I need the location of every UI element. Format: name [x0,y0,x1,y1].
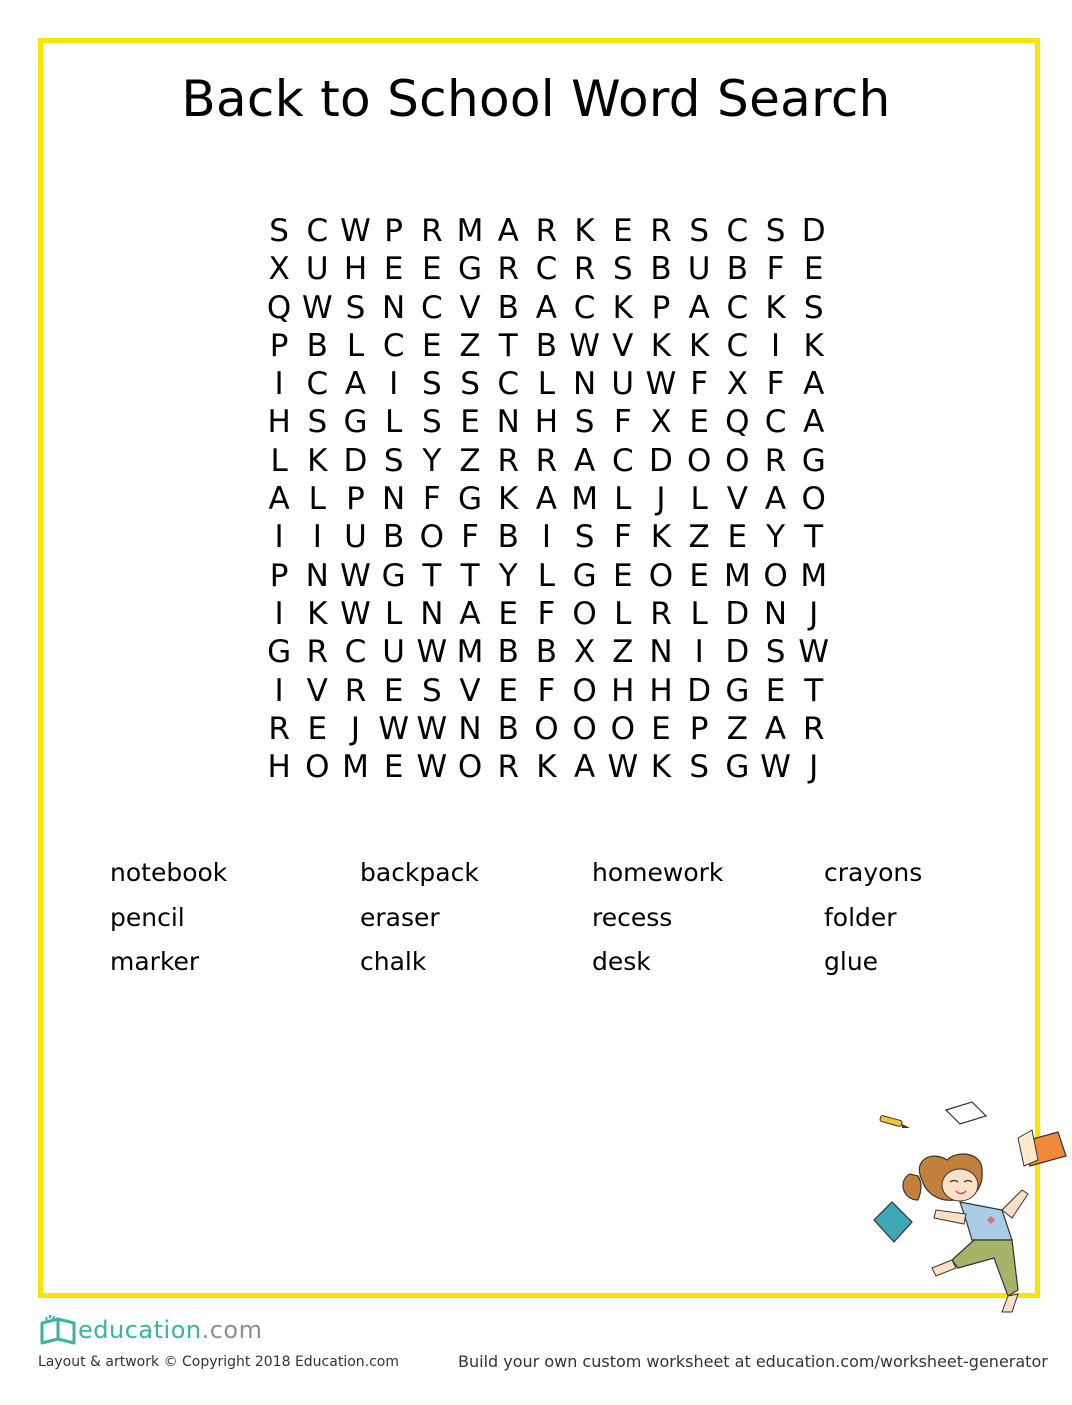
grid-letter: W [760,749,791,786]
grid-letter: K [536,749,557,786]
grid-letter: R [535,213,558,249]
grid-letter: Z [688,519,710,556]
grid-letter: S [689,749,709,786]
grid-letter: E [689,557,709,594]
word-list-item: chalk [360,947,427,976]
grid-letter: S [765,213,786,249]
grid-letter: C [382,327,405,364]
grid-letter: N [649,634,673,671]
grid-letter: V [306,672,328,709]
grid-letter: T [422,557,442,594]
grid-letter: I [694,634,704,671]
grid-letter: W [340,213,371,249]
grid-letter: D [801,213,826,249]
grid-letter: W [416,710,448,747]
grid-letter: H [649,672,673,709]
logo-text [78,1316,262,1344]
logo-suffix: .com [201,1316,263,1344]
grid-letter: G [343,404,368,441]
grid-letter: S [422,404,442,441]
grid-letter: O [572,672,597,709]
grid-letter: R [535,442,558,479]
book-logo-icon [38,1313,78,1347]
girl-illustration [862,1090,1072,1315]
grid-letter: O [648,557,674,594]
grid-letter: H [267,404,291,441]
word-list-item: backpack [360,858,479,887]
grid-letter: Q [725,404,750,441]
education-logo[interactable] [38,1312,262,1348]
grid-letter: A [573,442,596,479]
grid-letter: G [725,749,750,786]
grid-letter: W [416,749,448,786]
grid-letter: S [307,404,328,441]
grid-letter: G [572,557,597,594]
grid-letter: E [422,251,442,288]
grid-letter: O [801,481,826,518]
grid-letter: A [764,481,787,518]
grid-letter: T [498,327,518,364]
grid-letter: L [537,557,556,594]
grid-letter: V [459,672,481,709]
word-list-item: glue [824,947,879,976]
grid-letter: R [650,595,672,632]
grid-letter: F [690,366,709,403]
grid-letter: O [610,710,635,747]
grid-letter: N [420,595,444,632]
grid-letter: N [382,481,406,518]
grid-letter: I [312,519,322,556]
grid-letter: S [765,634,786,671]
grid-letter: P [384,213,403,249]
grid-letter: J [809,595,819,632]
grid-letter: B [535,634,558,671]
grid-letter: Z [726,710,748,747]
grid-row [260,633,833,671]
grid-letter: R [497,749,519,786]
grid-letter: H [534,404,559,441]
grid-letter: Z [612,634,634,671]
grid-letter: C [726,213,749,249]
grid-letter: N [382,289,406,326]
grid-letter: C [344,634,367,671]
grid-letter: M [723,557,751,594]
grid-letter: K [498,481,519,518]
grid-letter: M [571,481,598,518]
grid-letter: L [385,595,403,632]
book-icon [1018,1130,1066,1166]
grid-row [260,365,833,403]
grid-letter: B [497,289,519,326]
grid-letter: A [344,366,367,403]
grid-letter: L [690,595,708,632]
grid-letter: C [535,251,558,288]
grid-letter: E [727,519,748,556]
grid-letter: P [689,710,709,747]
word-list-item: folder [824,903,897,932]
grid-letter: R [802,710,825,747]
grid-letter: A [268,481,290,518]
grid-letter: G [801,442,826,479]
grid-letter: D [687,672,712,709]
grid-letter: F [537,672,556,709]
grid-letter: V [612,327,634,364]
grid-letter: C [306,366,329,403]
grid-letter: L [537,366,556,403]
grid-letter: F [461,519,479,556]
grid-letter: O [725,442,750,479]
grid-letter: X [573,634,596,671]
grid-letter: F [766,366,785,403]
grid-letter: E [498,595,519,632]
logo-brand: education [78,1316,202,1344]
grid-letter: P [346,481,365,518]
grid-letter: U [687,251,711,288]
grid-letter: B [726,251,748,288]
grid-letter: I [274,595,284,632]
paper-icon [946,1102,986,1124]
grid-letter: I [274,366,284,403]
grid-letter: A [459,595,481,632]
grid-letter: E [689,404,709,441]
page-title: Back to School Word Search [181,70,891,128]
grid-letter: O [457,749,483,786]
grid-letter: J [656,481,666,518]
grid-letter: I [770,327,781,364]
grid-letter: L [346,327,365,364]
grid-letter: I [541,519,551,556]
grid-row [260,403,833,441]
grid-letter: K [650,519,672,556]
letter-grid [260,212,833,786]
grid-letter: E [383,749,404,786]
grid-letter: R [344,672,367,709]
grid-letter: O [686,442,712,479]
grid-letter: A [803,404,825,441]
grid-letter: M [342,749,369,786]
word-list-item: pencil [110,903,185,932]
grid-letter: K [650,749,672,786]
grid-letter: M [456,634,484,671]
grid-row [260,595,833,633]
grid-letter: W [416,634,448,671]
grid-letter: L [270,442,288,479]
grid-letter: F [613,519,632,556]
word-list-item: desk [592,947,651,976]
grid-letter: I [274,672,284,709]
grid-letter: A [764,710,787,747]
grid-letter: K [307,442,328,479]
grid-letter: C [611,442,634,479]
grid-letter: B [306,327,328,364]
grid-letter: A [535,481,558,518]
grid-letter: S [422,672,442,709]
grid-letter: S [383,442,404,479]
grid-letter: R [268,710,290,747]
grid-letter: D [725,595,750,632]
grid-letter: S [574,404,595,441]
grid-letter: K [612,289,633,326]
grid-letter: X [726,366,748,403]
grid-letter: X [650,404,672,441]
grid-letter: E [612,213,633,249]
grid-letter: F [422,481,441,518]
grid-letter: G [458,251,483,288]
grid-letter: P [651,289,671,326]
grid-letter: G [267,634,292,671]
grid-letter: A [803,366,825,403]
grid-letter: R [497,251,519,288]
grid-letter: I [274,519,284,556]
grid-letter: K [574,213,595,249]
grid-letter: S [269,213,289,249]
grid-letter: K [307,595,328,632]
grid-letter: A [535,289,558,326]
grid-letter: R [764,442,787,479]
grid-row [260,327,833,365]
grid-row [260,557,833,595]
word-list-item: marker [110,947,200,976]
grid-row [260,289,833,327]
grid-letter: B [650,251,672,288]
word-list-item: homework [592,858,724,887]
grid-letter: N [458,710,482,747]
grid-letter: R [573,251,596,288]
grid-letter: W [798,634,830,671]
grid-letter: E [460,404,480,441]
grid-letter: F [537,595,556,632]
grid-letter: W [340,595,371,632]
grid-letter: E [612,557,633,594]
grid-letter: N [496,404,520,441]
grid-letter: S [689,213,709,249]
grid-letter: C [726,327,749,364]
grid-letter: J [809,749,819,786]
grid-letter: O [419,519,445,556]
grid-letter: M [800,557,828,594]
grid-letter: R [497,442,519,479]
grid-letter: O [534,710,559,747]
grid-letter: H [267,749,291,786]
grid-letter: K [765,289,786,326]
grid-letter: L [385,404,403,441]
grid-row [260,442,833,480]
grid-letter: P [269,557,289,594]
grid-row [260,748,833,786]
grid-letter: K [688,327,710,364]
grid-letter: B [535,327,558,364]
grid-letter: V [459,289,481,326]
word-list-item: crayons [824,858,923,887]
grid-letter: G [381,557,406,594]
grid-letter: A [688,289,710,326]
word-list-item: recess [592,903,673,932]
grid-letter: Q [266,289,292,326]
grid-letter: C [726,289,749,326]
grid-letter: P [269,327,289,364]
grid-letter: K [803,327,824,364]
grid-letter: E [498,672,519,709]
grid-letter: B [383,519,405,556]
grid-row [260,480,833,518]
grid-letter: I [389,366,399,403]
grid-letter: E [383,672,404,709]
grid-row [260,710,833,748]
grid-letter: T [804,672,824,709]
grid-letter: B [497,519,519,556]
grid-row [260,212,833,250]
grid-letter: E [307,710,328,747]
grid-row [260,672,833,710]
grid-letter: B [497,634,519,671]
grid-letter: D [343,442,368,479]
grid-letter: E [765,672,786,709]
grid-letter: S [574,519,595,556]
grid-row [260,250,833,288]
notebook-icon [874,1202,912,1242]
grid-letter: G [458,481,483,518]
grid-letter: M [456,213,484,249]
grid-letter: W [378,710,409,747]
grid-letter: F [766,251,785,288]
grid-letter: R [421,213,443,249]
grid-letter: L [308,481,326,518]
grid-letter: N [305,557,329,594]
grid-letter: C [306,213,329,249]
grid-letter: N [572,366,597,403]
grid-letter: W [645,366,677,403]
grid-letter: H [343,251,368,288]
grid-letter: J [350,710,361,747]
grid-letter: L [690,481,708,518]
grid-letter: U [344,519,367,556]
grid-letter: U [305,251,329,288]
grid-letter: Y [498,557,518,594]
grid-letter: E [651,710,671,747]
grid-letter: S [345,289,366,326]
grid-letter: C [573,289,596,326]
grid-letter: W [607,749,639,786]
worksheet-generator-link[interactable]: Build your own custom worksheet at education.com/worksheet-generator [458,1352,1048,1371]
girl-figure [903,1154,1028,1312]
word-list-item: notebook [110,858,228,887]
grid-letter: U [611,366,635,403]
grid-letter: D [649,442,673,479]
grid-letter: O [763,557,788,594]
grid-letter: C [764,404,787,441]
grid-letter: Z [459,327,481,364]
grid-letter: S [460,366,480,403]
grid-letter: B [497,710,519,747]
grid-letter: A [497,213,519,249]
grid-letter: W [340,557,371,594]
grid-letter: S [803,289,824,326]
grid-letter: C [421,289,443,326]
grid-letter: R [650,213,672,249]
grid-letter: W [569,327,600,364]
grid-letter: O [572,710,597,747]
grid-letter: S [612,251,633,288]
grid-letter: A [573,749,596,786]
grid-letter: T [804,519,824,556]
grid-letter: N [763,595,788,632]
copyright-text: Layout & artwork © Copyright 2018 Education.com [38,1354,399,1370]
word-list-item: eraser [360,903,440,932]
grid-letter: W [301,289,333,326]
grid-letter: C [497,366,520,403]
grid-letter: H [611,672,635,709]
grid-letter: U [382,634,405,671]
pencil-icon [880,1115,910,1128]
grid-letter: Y [422,442,442,479]
grid-letter: V [726,481,748,518]
grid-letter: X [268,251,290,288]
grid-letter: E [422,327,442,364]
grid-letter: F [613,404,632,441]
grid-letter: Y [766,519,785,556]
grid-row [260,518,833,556]
grid-letter: O [572,595,597,632]
grid-letter: E [803,251,824,288]
grid-letter: G [725,672,750,709]
grid-letter: D [725,634,750,671]
grid-letter: O [305,749,330,786]
grid-letter: S [422,366,442,403]
grid-letter: T [460,557,480,594]
grid-letter: L [614,595,632,632]
grid-letter: L [614,481,632,518]
grid-letter: Z [459,442,481,479]
grid-letter: K [650,327,672,364]
grid-letter: E [383,251,404,288]
grid-letter: R [306,634,329,671]
